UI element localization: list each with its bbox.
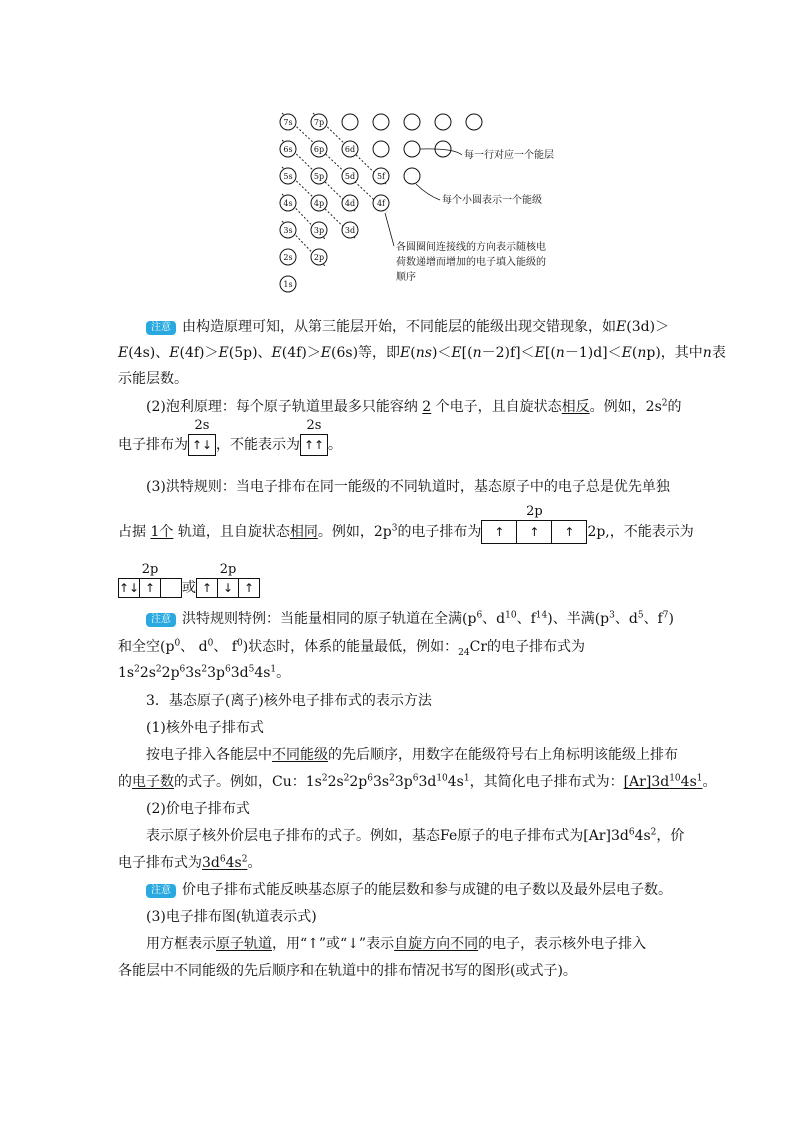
- hund-special-paragraph: 注意 洪特规则特例：当能量相同的原子轨道在全满($p^6$、$d^{10}$、$f^{14}$)、半满($p^3$、$d^5$、$f^7$): [146, 610, 676, 628]
- subsection-3-text-2: 各能层中不同能级的先后顺序和在轨道中的排布情况书写的图形(或式子)。: [118, 963, 577, 979]
- note-circle: 每个小圆表示一个能级: [442, 195, 542, 206]
- note-line-1: 各圆圈间连接线的方向表示随核电: [396, 242, 546, 253]
- subsection-1-text: 按电子排入各能层中不同能级的先后顺序，用数字在能级符号右上角标明该能级上排布: [146, 747, 678, 763]
- subsection-1-text-2: 的电子数的式子。例如，Cu：$1s^22s^22p^63s^23p^63d^{10}4s^1$，其简化电子排布式为：$[Ar]3d^{10}4s^1$。: [118, 773, 717, 790]
- energy-level-circle: [342, 114, 358, 130]
- subsection-3-text: 用方框表示原子轨道，用“↑”或“↓”表示自旋方向不同的电子，表示核外电子排入: [146, 936, 647, 952]
- energy-level-label: 4d: [344, 199, 356, 208]
- note-paragraph-1: 注意 由构造原理可知，从第三能层开始，不同能层的能级出现交错现象，如E(3d)＞: [146, 318, 676, 336]
- aufbau-connector: [282, 113, 387, 212]
- energy-level-circle: [404, 114, 420, 130]
- aufbau-diagram: [262, 100, 582, 305]
- note-tag: 注意: [146, 321, 176, 335]
- energy-level-label: 5s: [283, 172, 293, 181]
- hund-line-2: 占据 1个 轨道，且自旋状态相同。例如，$2p^3$的电子排布为 2p ↑ ↑ ↑ 2p,，不能表示为: [118, 520, 648, 550]
- note-paragraph-3: 注意 价电子排布式能反映基态原子的能层数和参与成键的电子数以及最外层电子数。: [146, 881, 676, 899]
- note-tag-3: 注意: [146, 884, 176, 898]
- energy-level-circle: [404, 141, 420, 157]
- note-paragraph-1-line-2: E(4s)、E(4f)＞E(5p)、E(4f)＞E(6s)等，即E(ns)＜E[(n－2)f]＜E[(n－1)d]＜E(np)，其中n表: [118, 345, 726, 361]
- orbital-box-2p-wrong-2: 2p ↑ ↓ ↑: [196, 578, 260, 598]
- orbital-box-2s-correct: 2s ↑↓: [188, 434, 216, 456]
- energy-level-label: 3d: [344, 226, 356, 235]
- orbital-box-2p-wrong-1: 2p ↑↓ ↑: [118, 578, 182, 598]
- energy-level-circle: [373, 114, 389, 130]
- energy-level-label: 2s: [283, 253, 293, 262]
- note-row: 每一行对应一个能层: [464, 150, 554, 161]
- note-line-3: 顺序: [396, 272, 416, 283]
- subsection-1: (1)核外电子排布式: [146, 720, 264, 736]
- hund-paragraph: (3)洪特规则：当电子排布在同一能级的不同轨道时，基态原子中的电子总是优先单独: [146, 479, 670, 495]
- energy-level-circle: [404, 168, 420, 184]
- pauli-example: 电子排布为 2s ↑↓ ，不能表示为 2s ↑↑ 。: [118, 434, 648, 464]
- orbital-box-2s-wrong: 2s ↑↑: [300, 434, 328, 456]
- energy-level-label: 5p: [313, 172, 325, 181]
- note-line-pointer: [385, 213, 394, 246]
- energy-level-label: 6p: [313, 145, 325, 154]
- note-circle-pointer: [416, 184, 440, 200]
- energy-level-label: 4f: [376, 199, 386, 208]
- cr-config: $1s^22s^22p^63s^23p^63d^54s^1$。: [118, 664, 291, 681]
- subsection-3: (3)电子排布图(轨道表示式): [146, 909, 317, 925]
- energy-level-label: 4s: [283, 199, 293, 208]
- subsection-2-text: 表示原子核外价层电子排布的式子。例如，基态Fe原子的电子排布式为$[Ar]3d^64s^2$，价: [146, 827, 685, 844]
- energy-level-circle: [435, 114, 451, 130]
- hund-special-line-2: 和全空($p^0$、 $d^0$、 $f^0$)状态时，体系的能量最低，例如：$_{24}$Cr的电子排布式为: [118, 638, 586, 658]
- orbital-box-2p-correct: 2p ↑ ↑ ↑: [481, 520, 587, 544]
- energy-level-label: 2p: [313, 253, 325, 262]
- hund-wrong-examples: 2p ↑↓ ↑ 或 2p ↑ ↓ ↑: [118, 578, 648, 604]
- energy-level-circle: [373, 141, 389, 157]
- subsection-2: (2)价电子排布式: [146, 801, 250, 817]
- energy-level-label: 6s: [283, 145, 293, 154]
- section-3-heading: 3．基态原子(离子)核外电子排布式的表示方法: [146, 693, 432, 709]
- subsection-2-text-2: 电子排布式为$3d^64s^2$。: [118, 854, 262, 871]
- note-tag-2: 注意: [146, 613, 176, 627]
- energy-level-label: 3s: [283, 226, 293, 235]
- energy-level-label: 5f: [376, 172, 386, 181]
- energy-level-label: 3p: [313, 226, 325, 235]
- note-line-2: 荷数递增而增加的电子填入能级的: [396, 257, 546, 268]
- energy-level-label: 7p: [313, 118, 325, 127]
- energy-level-label: 4p: [313, 199, 325, 208]
- energy-level-label: 1s: [283, 280, 293, 289]
- pauli-paragraph: (2)泡利原理：每个原子轨道里最多只能容纳 2 个电子，且自旋状态相反。例如，$2s^2$的: [146, 398, 682, 415]
- energy-level-circle: [466, 114, 482, 130]
- note-paragraph-1-line-3: 示能层数。: [118, 371, 188, 387]
- energy-level-label: 6d: [344, 145, 356, 154]
- energy-level-label: 5d: [344, 172, 356, 181]
- energy-level-label: 7s: [283, 118, 293, 127]
